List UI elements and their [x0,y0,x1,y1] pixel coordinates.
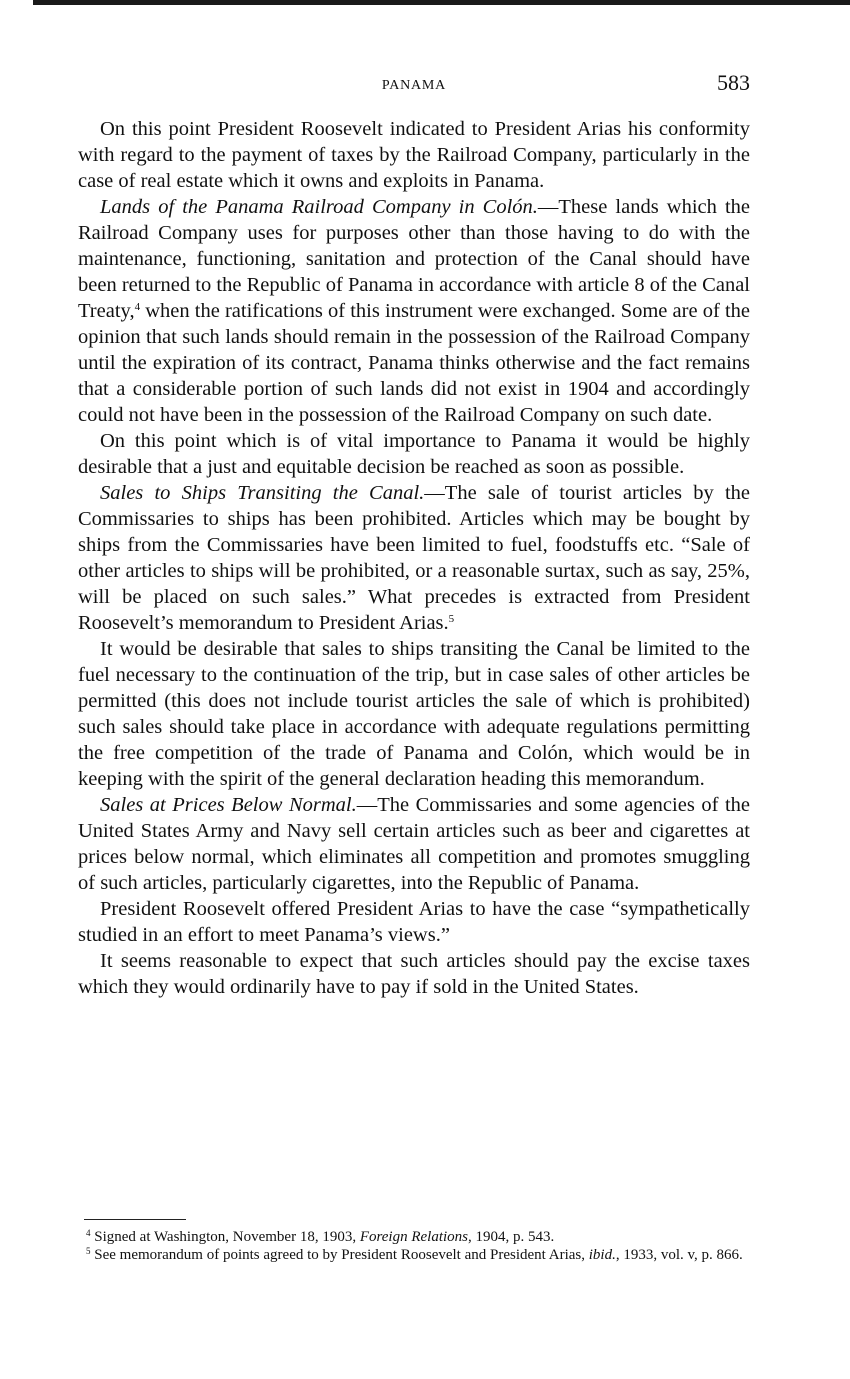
footnote-mark: 4 [86,1228,91,1238]
paragraph-text: On this point President Roosevelt indicated to President Arias his conformity with regard to the payment of taxes by the Railroad Company, particularly in the case of real estate which it owns and exploits in Panama. [78,118,750,192]
footnote-ref: 5 [448,613,455,625]
paragraph [78,428,750,480]
paragraph-lead: Lands of the Panama Railroad Company in Colón. [100,196,538,218]
top-border-rule [33,0,850,5]
footnote [78,1228,750,1246]
paragraph [78,792,750,896]
paragraph [78,636,750,792]
footnote-text: See memorandum of points agreed to by President Roosevelt and President Arias, [90,1247,589,1263]
paragraph-tail: when the ratifications of this instrument were exchanged. Some are of the opinion that such lands should remain in the possession of the Railroad Company until the expiration of its contract, Panama thinks otherwise and the fact remains that a considerable portion of such lands did not exist in 1904 and accordingly could not have been in the possession of the Railroad Company on such date. [78,300,750,426]
paragraph-lead: Sales to Ships Transiting the Canal. [100,482,425,504]
footnote-ref: 4 [134,301,141,313]
body-text [78,116,750,1000]
paragraph-text: —The sale of tourist articles by the Commissaries to ships has been prohibited. Articles which may be bought by ships from the Commissaries have been limited to fuel, foodstuffs etc. “Sale of other articles to ships will be prohibited, or a reasonable surtax, such as say, 25%, will be placed on such sales.” What precedes is extracted from President Roosevelt’s memorandum to President Arias. [78,482,750,634]
footnote-text-end: , 1904, p. 543. [468,1229,555,1245]
footnote-citation-title: ibid. [588,1247,616,1263]
running-head: PANAMA [381,78,447,93]
page-number: 583 [717,70,750,95]
footnote-mark: 5 [86,1246,91,1256]
paragraph-lead: Sales at Prices Below Normal. [100,794,357,816]
paragraph [78,480,750,636]
paragraph-text: President Roosevelt offered President Arias to have the case “sympathetically studied in an effort to meet Panama’s views.” [78,898,750,946]
footnote-citation-title: Foreign Relations [359,1229,469,1245]
footnote [78,1246,750,1264]
page-header [78,70,750,100]
paragraph-text: —These lands which the Railroad Company uses for purposes other than those having to do with the maintenance, functioning, sanitation and protection of the Canal should have been returned to the Republic of Panama in accordance with article 8 of the Canal Treaty, [78,196,750,322]
paragraph [78,896,750,948]
paragraph-text: It seems reasonable to expect that such articles should pay the excise taxes which they would ordinarily have to pay if sold in the United States. [78,950,750,998]
footnotes [78,1228,750,1264]
footnote-text-end: , 1933, vol. v, p. 866. [615,1247,743,1263]
paragraph [78,116,750,194]
paragraph-text: It would be desirable that sales to ships transiting the Canal be limited to the fuel necessary to the continuation of the trip, but in case sales of other articles be permitted (this does not include tourist articles the sale of which is prohibited) such sales should take place in accordance with adequate regulations permitting the free competition of the trade of Panama and Colón, which would be in keeping with the spirit of the general declaration heading this memorandum. [78,638,750,790]
footnote-text: Signed at Washington, November 18, 1903, [90,1229,360,1245]
paragraph-text: —The Commissaries and some agencies of the United States Army and Navy sell certain articles such as beer and cigarettes at prices below normal, which eliminates all competition and promotes smuggling of such articles, particularly cigarettes, into the Republic of Panama. [78,794,750,894]
footnote-divider [84,1219,186,1220]
paragraph-text: On this point which is of vital importance to Panama it would be highly desirable that a just and equitable decision be reached as soon as possible. [78,430,750,478]
paragraph [78,948,750,1000]
paragraph [78,194,750,428]
